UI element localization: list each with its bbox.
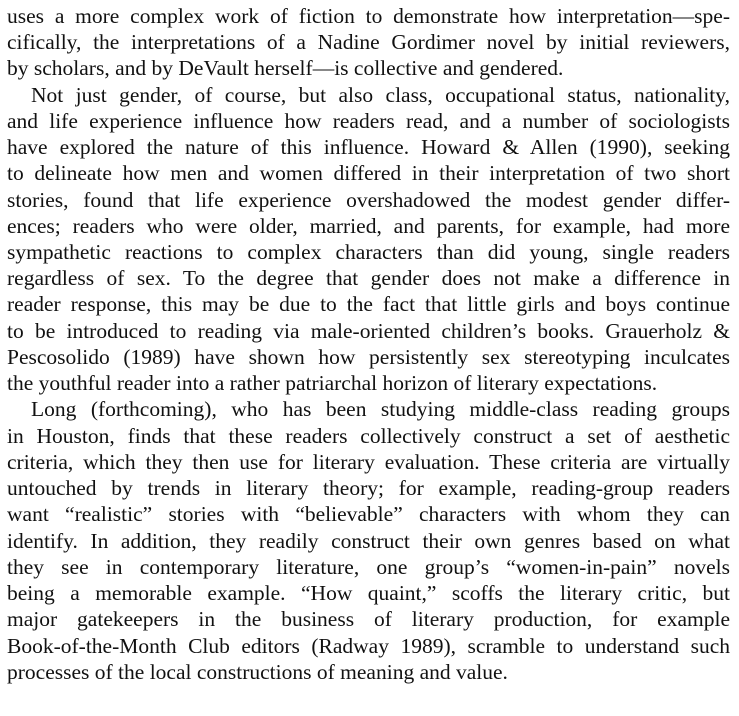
text-line: want “realistic” stories with “believable” characters with whom they can [7,502,730,526]
text-line: cifically, the interpretations of a Nadine Gordimer novel by initial reviewers, [7,30,730,54]
text-line: ences; readers who were older, married, and parents, for example, had more [7,214,730,238]
text-line: Long (forthcoming), who has been studying middle-class reading groups [31,397,730,421]
text-line: reader response, this may be due to the fact that little girls and boys continue [7,292,730,316]
text-line: Book-of-the-Month Club editors (Radway 1989), scramble to understand such [7,634,730,658]
text-line: by scholars, and by DeVault herself—is collective and gendered. [7,56,564,80]
text-line: and life experience influence how readers read, and a number of sociologists [7,109,730,133]
text-line: have explored the nature of this influence. Howard & Allen (1990), seeking [7,135,730,159]
text-line: untouched by trends in literary theory; for example, reading-group readers [7,476,730,500]
text-line: being a memorable example. “How quaint,” scoffs the literary critic, but [7,581,730,605]
text-line: major gatekeepers in the business of literary production, for example [7,607,730,631]
text-line: uses a more complex work of fiction to demonstrate how interpretation—spe- [7,4,730,28]
text-line: to be introduced to reading via male-oriented children’s books. Grauerholz & [7,319,730,343]
text-line: identify. In addition, they readily construct their own genres based on what [7,529,730,553]
text-line: sympathetic reactions to complex characters than did young, single readers [7,240,730,264]
text-line: processes of the local constructions of meaning and value. [7,660,508,684]
text-line: stories, found that life experience overshadowed the modest gender differ- [7,188,730,212]
text-line: regardless of sex. To the degree that gender does not make a difference in [7,266,730,290]
text-line: criteria, which they then use for literary evaluation. These criteria are virtually [7,450,730,474]
text-line: to delineate how men and women differed in their interpretation of two short [7,161,730,185]
text-line: in Houston, finds that these readers collectively construct a set of aesthetic [7,424,730,448]
text-line: they see in contemporary literature, one group’s “women-in-pain” novels [7,555,730,579]
text-line: Pescosolido (1989) have shown how persistently sex stereotyping inculcates [7,345,730,369]
text-line: Not just gender, of course, but also class, occupational status, nationality, [31,83,730,107]
text-line: the youthful reader into a rather patriarchal horizon of literary expectations. [7,371,658,395]
